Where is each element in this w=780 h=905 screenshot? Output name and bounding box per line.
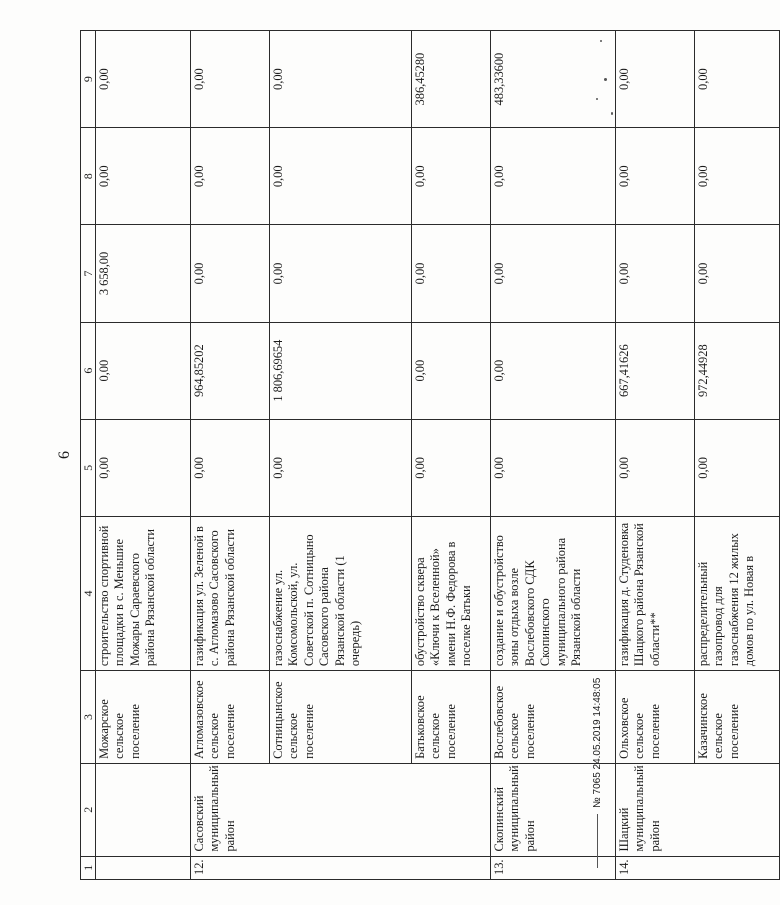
header-cell: 4 [81, 516, 96, 670]
value-cell: 0,00 [191, 128, 270, 225]
object-cell: газификация д. Студеновка Шацкого района Рязанской области** [616, 516, 695, 670]
header-cell: 2 [81, 763, 96, 856]
table-row [96, 31, 191, 880]
district-cell [412, 763, 491, 856]
value-cell: 0,00 [96, 31, 191, 128]
row-number [412, 856, 491, 879]
value-cell: 1 806,69654 [270, 322, 412, 419]
scan-speck [611, 112, 613, 115]
row-number: 13. [491, 856, 616, 879]
value-cell: 0,00 [412, 322, 491, 419]
row-number: 12. [191, 856, 270, 879]
row-number [270, 856, 412, 879]
stamp-text: № 7065 24.05.2019 14:48:05 [592, 677, 603, 808]
value-cell: 667,41626 [616, 322, 695, 419]
district-cell: Сасовский муниципальный район [191, 763, 270, 856]
value-cell: 483,33600 [491, 31, 616, 128]
scan-speck [596, 98, 598, 100]
stamp-mark [597, 814, 598, 868]
settlement-cell: Агломазовское сельское поселение [191, 671, 270, 764]
value-cell: 972,44928 [695, 322, 780, 419]
settlement-cell: Ольховское сельское поселение [616, 671, 695, 764]
value-cell: 0,00 [191, 419, 270, 516]
header-cell: 8 [81, 128, 96, 225]
value-cell: 0,00 [491, 322, 616, 419]
value-cell: 3 658,00 [96, 225, 191, 322]
scan-speck [600, 40, 602, 42]
value-cell: 0,00 [491, 128, 616, 225]
object-cell: газификация ул. Зеленой в с. Агломазово Сасовского района Рязанской области [191, 516, 270, 670]
object-cell: строительство спортивной площадки в с. Меньшие Можары Сараевского района Рязанской области [96, 516, 191, 670]
value-cell: 0,00 [616, 128, 695, 225]
rotated-page [50, 30, 757, 880]
value-cell: 0,00 [96, 419, 191, 516]
district-cell [96, 763, 191, 856]
document-stamp [592, 678, 603, 868]
value-cell: 0,00 [96, 128, 191, 225]
header-cell: 1 [81, 856, 96, 879]
value-cell: 964,85202 [191, 322, 270, 419]
header-cell: 7 [81, 225, 96, 322]
row-number [96, 856, 191, 879]
value-cell: 0,00 [412, 128, 491, 225]
value-cell: 0,00 [270, 31, 412, 128]
value-cell: 0,00 [96, 322, 191, 419]
settlement-cell: Вослебовское сельское поселение [491, 671, 616, 764]
district-cell: Скопинский муниципальный район [491, 763, 616, 856]
settlement-cell: Батьковское сельское поселение [412, 671, 491, 764]
value-cell: 0,00 [270, 128, 412, 225]
settlement-cell: Можарское сельское поселение [96, 671, 191, 764]
settlement-cell: Казачинское сельское поселение [695, 671, 780, 764]
value-cell: 0,00 [695, 31, 780, 128]
value-cell: 0,00 [616, 225, 695, 322]
district-cell [695, 763, 780, 856]
settlement-cell: Сотницынское сельское поселение [270, 671, 412, 764]
header-cell: 6 [81, 322, 96, 419]
value-cell: 0,00 [616, 419, 695, 516]
object-cell: создание и обустройство зоны отдыха возле Вослебовского СДК Скопинского муниципального района Рязанской области [491, 516, 616, 670]
table-row [191, 31, 270, 880]
header-row [81, 31, 96, 880]
value-cell: 0,00 [191, 31, 270, 128]
value-cell: 0,00 [270, 225, 412, 322]
value-cell: 0,00 [616, 31, 695, 128]
header-cell: 9 [81, 31, 96, 128]
district-cell: Шацкий муниципальный район [616, 763, 695, 856]
row-number [695, 856, 780, 879]
value-cell: 0,00 [491, 419, 616, 516]
value-cell: 0,00 [491, 225, 616, 322]
object-cell: обустройство сквера «Ключи к Вселенной» имени Н.Ф. Федорова в поселке Батьки [412, 516, 491, 670]
district-cell [270, 763, 412, 856]
data-table [80, 30, 780, 880]
table-row [695, 31, 780, 880]
value-cell: 0,00 [695, 225, 780, 322]
row-number: 14. [616, 856, 695, 879]
value-cell: 0,00 [191, 225, 270, 322]
value-cell: 0,00 [412, 225, 491, 322]
header-cell: 5 [81, 419, 96, 516]
value-cell: 0,00 [412, 419, 491, 516]
table-row [270, 31, 412, 880]
table-row [412, 31, 491, 880]
page-number: 6 [56, 451, 73, 459]
value-cell: 0,00 [695, 128, 780, 225]
value-cell: 0,00 [695, 419, 780, 516]
object-cell: газоснабжение ул. Комсомольской, ул. Советской п. Сотницыно Сасовского района Рязанской области (1 очередь) [270, 516, 412, 670]
value-cell: 0,00 [270, 419, 412, 516]
table-row [616, 31, 695, 880]
header-cell: 3 [81, 671, 96, 764]
object-cell: распределительный газопровод для газоснабжения 12 жилых домов по ул. Новая в [695, 516, 780, 670]
scan-speck [604, 78, 607, 81]
value-cell: 386,45280 [412, 31, 491, 128]
